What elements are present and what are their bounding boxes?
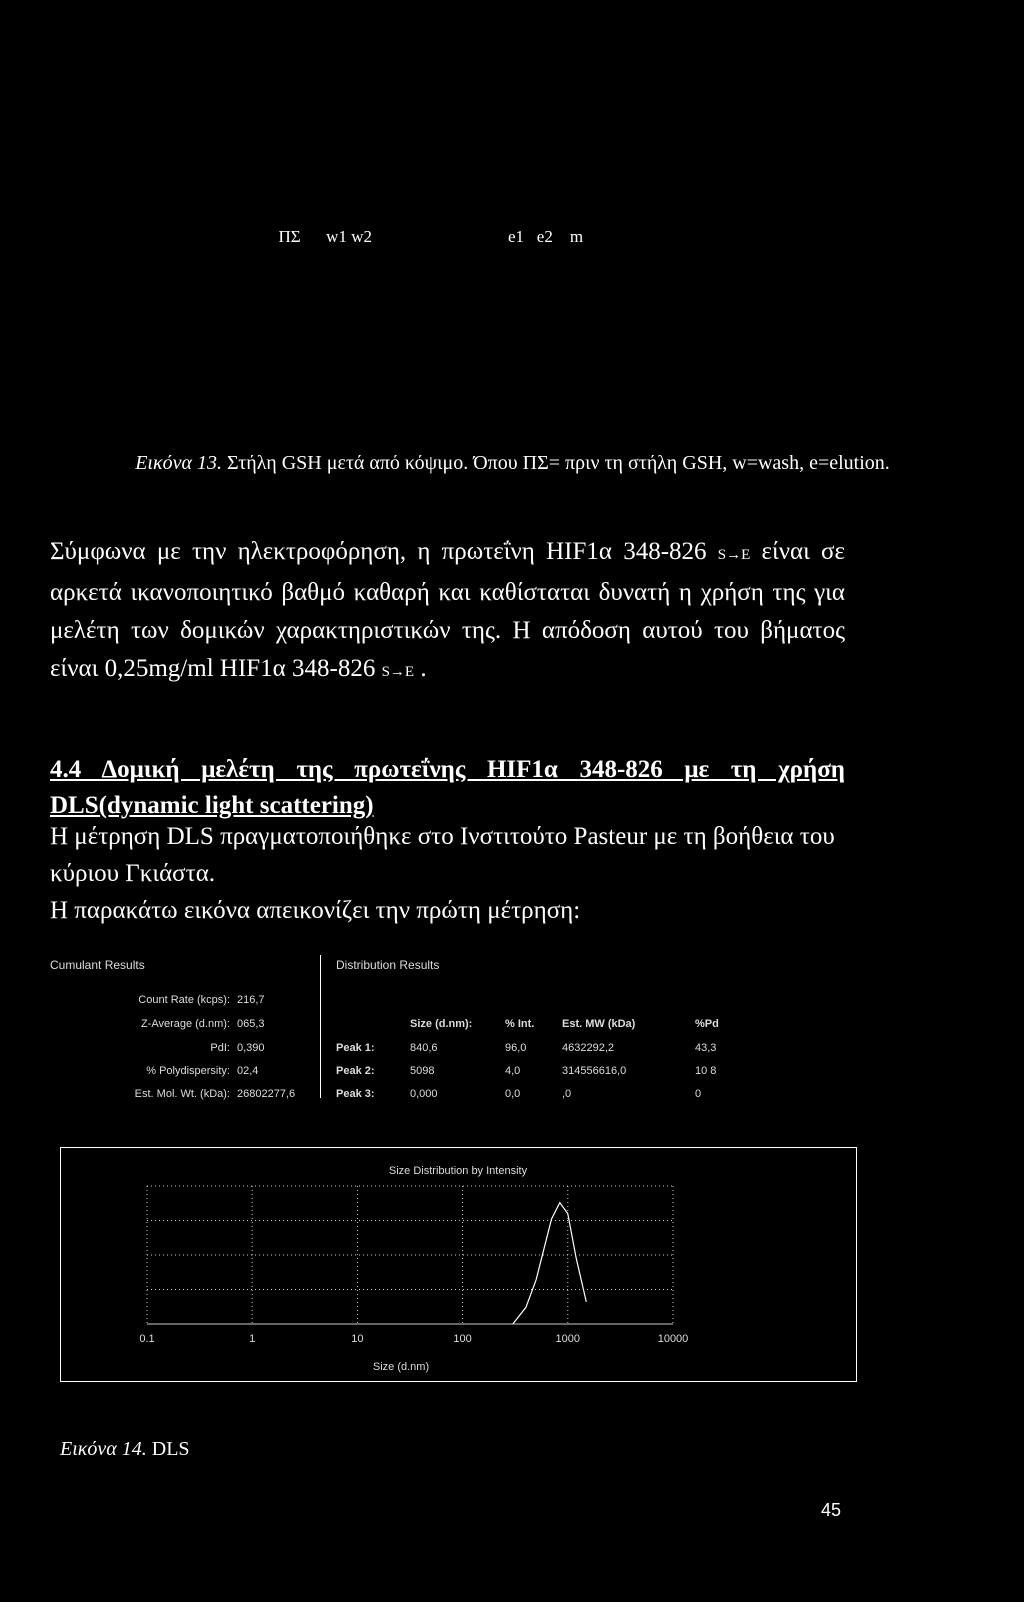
cumulant-value: 065,3 [237,1018,265,1030]
paragraph-line: Η παρακάτω εικόνα απεικονίζει την πρώτη μέτρηση: [50,897,581,924]
dist-header-int: % Int. [505,1018,535,1030]
cumulant-value: 26802277,6 [237,1088,296,1100]
dist-pd: 10 8 [695,1065,717,1077]
dist-header-mw: Est. MW (kDa) [562,1018,636,1030]
dist-int: 4,0 [505,1065,521,1077]
figure-13-label: Εικόνα 13. [135,452,222,474]
gel-lane-labels [270,207,583,247]
chart-grid [147,1186,673,1324]
chart-svg [61,1148,856,1381]
chart-x-axis-label: Size (d.nm) [372,1361,430,1373]
distribution-results-title: Distribution Results [336,958,440,972]
cumulant-label: PdI: [210,1042,230,1054]
dist-peak-label: Peak 1: [336,1042,375,1054]
figure-13-text: Στήλη GSH μετά από κόψιμο. Όπου ΠΣ= πριν τη στήλη GSH, w=wash, e=elution. [226,452,890,474]
paragraph-line: Η μέτρηση DLS πραγματοποιήθηκε στο Ινστιτούτο Pasteur με τη βοήθεια του κύριου Γκιάστα. [50,823,835,887]
cumulant-label: Count Rate (kcps): [138,994,230,1006]
cumulant-value: 0,390 [237,1042,265,1054]
gel-lane-label: m [569,227,584,246]
dist-size: 5098 [410,1065,435,1077]
figure-13-caption [40,449,985,477]
cumulant-value: 216,7 [237,994,265,1006]
cumulant-label: Z-Average (d.nm): [140,1018,230,1030]
dist-pd: 43,3 [695,1042,717,1054]
cumulant-results-title: Cumulant Results [50,958,145,972]
gel-lane-label: ΠΣ [278,227,301,246]
table-divider [320,955,321,1098]
gel-lane-label: w2 [351,227,372,246]
gel-lane-label: e1 [507,227,525,246]
chart-title: Size Distribution by Intensity [388,1165,528,1177]
paragraph-dls [50,818,845,929]
chart-x-tick-label: 100 [453,1333,472,1345]
paragraph-purity [50,533,845,691]
dist-peak-label: Peak 2: [336,1065,375,1077]
figure-14-text: DLS [151,1438,190,1460]
dist-pd: 0 [695,1088,702,1100]
cumulant-label: % Polydispersity: [146,1065,230,1077]
dist-size: 0,000 [410,1088,438,1100]
dist-header-pd: %Pd [695,1018,719,1030]
dist-size: 840,6 [410,1042,438,1054]
section-heading: 4.4 Δομική μελέτη της πρωτεΐνης HIF1α 348-826 με τη χρήση DLS(dynamic light scattering) [50,756,845,819]
dist-int: 96,0 [505,1042,527,1054]
cumulant-value: 02,4 [237,1065,259,1077]
size-distribution-chart [60,1147,857,1382]
paragraph-text: Σύμφωνα με την ηλεκτροφόρηση, η πρωτεΐνη HIF1α 348-826 [50,538,707,565]
cumulant-label: Est. Mol. Wt. (kDa): [134,1088,230,1100]
figure-14-label: Εικόνα 14. [60,1438,147,1460]
gel-lane-label: w1 [326,227,347,246]
subscript: S→E [717,547,751,563]
chart-tick-labels [139,1333,688,1345]
page-number: 45 [821,1500,842,1520]
dist-mw: 4632292,2 [562,1042,614,1054]
dist-mw: ,0 [562,1088,572,1100]
chart-x-tick-label: 1 [249,1333,256,1345]
subscript: S→E [381,664,415,680]
gel-lane-label: e2 [536,227,553,246]
chart-x-tick-label: 10 [351,1333,364,1345]
paragraph-text: . [420,655,427,682]
dist-int: 0,0 [505,1088,521,1100]
chart-x-tick-label: 10000 [657,1333,689,1345]
dist-header-size: Size (d.nm): [410,1018,473,1030]
paragraph-text: είναι σε αρκετά ικανοποιητικό βαθμό καθαρή και καθίσταται δυνατή η χρήση της για μελέτη των δομικών χαρακτηριστικών της. Η απόδοση αυτού του βήματος είναι 0,25mg/ml HIF1α 348-826 [50,538,846,682]
figure-14-caption [60,1438,190,1461]
chart-x-tick-label: 0.1 [139,1333,155,1345]
chart-x-tick-label: 1000 [555,1333,581,1345]
dist-mw: 314556616,0 [562,1065,627,1077]
dist-peak-label: Peak 3: [336,1088,375,1100]
